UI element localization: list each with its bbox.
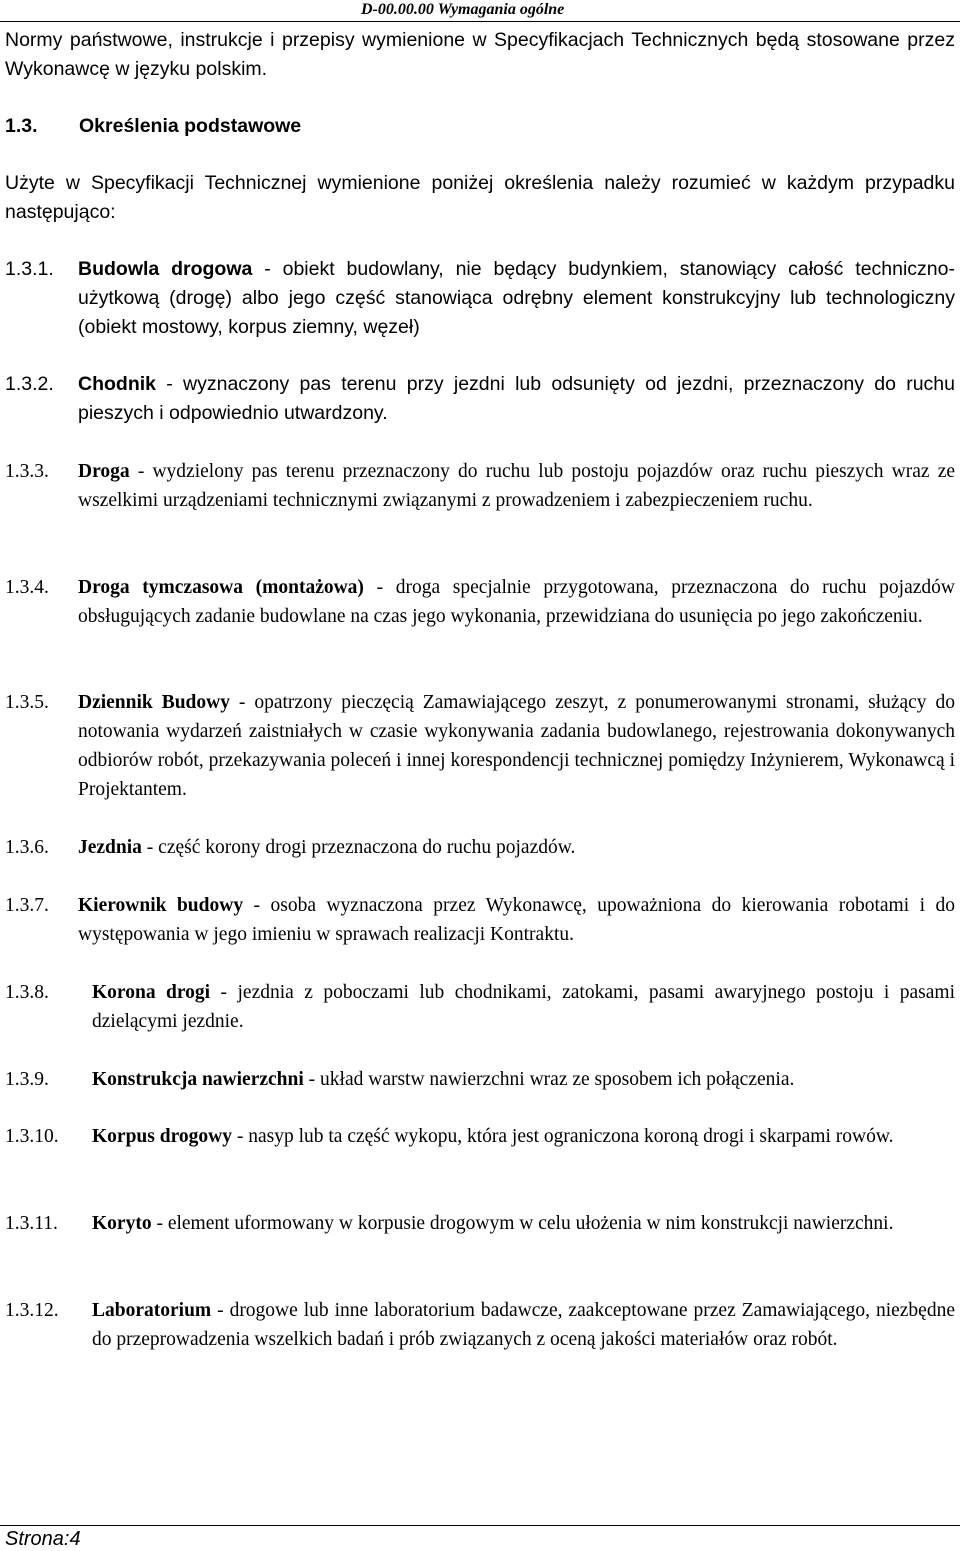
definition-item (5, 1065, 955, 1094)
definition-term: Koryto (92, 1213, 152, 1234)
definition-number: 1.3.9. (5, 1069, 49, 1090)
page-header-title: D-00.00.00 Wymagania ogólne (361, 1, 565, 18)
definition-item (5, 370, 955, 428)
definition-number: 1.3.7. (5, 895, 49, 916)
footer-divider (0, 1525, 960, 1526)
definition-text: - element uformowany w korpusie drogowym w celu ułożenia w nim konstrukcji nawierzchni. (151, 1213, 894, 1234)
definition-item (5, 255, 955, 342)
header-divider (0, 21, 960, 22)
definition-number: 1.3.1. (5, 258, 54, 280)
definition-term: Jezdnia (78, 837, 142, 858)
definition-item (5, 457, 955, 515)
section-title: Określenia podstawowe (79, 115, 302, 137)
definition-number: 1.3.12. (5, 1300, 59, 1321)
intro-paragraph: Normy państwowe, instrukcje i przepisy wymienione w Specyfikacjach Technicznych będą stosowane przez Wykonawcę w języku polskim. (5, 29, 955, 80)
definition-text: - obiekt budowlany, nie będący budynkiem, stanowiący całość techniczno-użytkową (drogę) albo jego część stanowiąca odrębny element konstrukcyjny lub technologiczny (obiekt mostowy, korpus ziemny, węzeł) (78, 258, 955, 338)
definition-term: Korpus drogowy (92, 1126, 232, 1147)
definition-text: - nasyp lub ta część wykopu, która jest ograniczona koroną drogi i skarpami rowów. (231, 1126, 894, 1147)
definition-number: 1.3.6. (5, 837, 49, 858)
definition-text: - opatrzony pieczęcią Zamawiającego zeszyt, z ponumerowanymi stronami, służący do notowania wydarzeń zaistniałych w czasie wykonywania zadania budowlanego, rejestrowania dokonywanych odbiorów robót, przekazywania poleceń i innej korespondencji technicznej pomiędzy Inżynierem, Wykonawcą i Projektantem. (78, 692, 955, 800)
definition-term: Kierownik budowy (78, 895, 244, 916)
definition-term: Konstrukcja nawierzchni (92, 1069, 304, 1090)
definition-item (5, 688, 955, 804)
definition-number: 1.3.2. (5, 373, 54, 395)
definition-number: 1.3.5. (5, 692, 49, 713)
definition-text: - drogowe lub inne laboratorium badawcze, zaakceptowane przez Zamawiającego, niezbędne do przeprowadzenia wszelkich badań i prób związanych z oceną jakości materiałów oraz robót. (92, 1300, 955, 1350)
definition-item (5, 978, 955, 1036)
definition-number: 1.3.11. (5, 1213, 58, 1234)
definition-term: Laboratorium (92, 1300, 212, 1321)
definition-item (5, 1209, 955, 1238)
section-number: 1.3. (5, 115, 38, 137)
definition-number: 1.3.10. (5, 1126, 59, 1147)
definition-term: Korona drogi (92, 982, 211, 1003)
definition-number: 1.3.8. (5, 982, 49, 1003)
section-heading (5, 112, 301, 141)
definition-text: - wydzielony pas terenu przeznaczony do ruchu lub postoju pojazdów oraz ruchu pieszych wraz ze wszelkimi urządzeniami technicznymi związanymi z prowadzeniem i zabezpieczeniem ruchu. (78, 461, 955, 511)
definition-text: - droga specjalnie przygotowana, przeznaczona do ruchu pojazdów obsługujących zadanie budowlane na czas jego wykonania, przewidziana do usunięcia po jego zakończeniu. (78, 577, 955, 627)
definition-text: - wyznaczony pas terenu przy jezdni lub odsunięty od jezdni, przeznaczony do ruchu pieszych i odpowiednio utwardzony. (78, 373, 955, 424)
definition-item (5, 891, 955, 949)
definition-term: Chodnik (78, 373, 156, 395)
definition-text: - część korony drogi przeznaczona do ruchu pojazdów. (141, 837, 576, 858)
definition-item (5, 833, 955, 862)
definition-term: Dziennik Budowy (78, 692, 230, 713)
definition-term: Droga (78, 461, 130, 482)
definition-term: Droga tymczasowa (montażowa) (78, 577, 364, 598)
definition-text: - osoba wyznaczona przez Wykonawcę, upoważniona do kierowania robotami i do występowania w jego imieniu w sprawach realizacji Kontraktu. (78, 895, 955, 945)
section-lead-paragraph: Użyte w Specyfikacji Technicznej wymienione poniżej określenia należy rozumieć w każdym przypadku następująco: (5, 172, 955, 223)
definition-number: 1.3.4. (5, 577, 49, 598)
definition-number: 1.3.3. (5, 461, 49, 482)
page-number-label: Strona:4 (5, 1528, 81, 1550)
definition-item (5, 573, 955, 631)
definition-term: Budowla drogowa (78, 258, 253, 280)
definition-text: - jezdnia z poboczami lub chodnikami, zatokami, pasami awaryjnego postoju i pasami dzielącymi jezdnie. (92, 982, 955, 1032)
definition-text: - układ warstw nawierzchni wraz ze sposobem ich połączenia. (303, 1069, 795, 1090)
definition-item (5, 1122, 955, 1151)
definition-item (5, 1296, 955, 1354)
